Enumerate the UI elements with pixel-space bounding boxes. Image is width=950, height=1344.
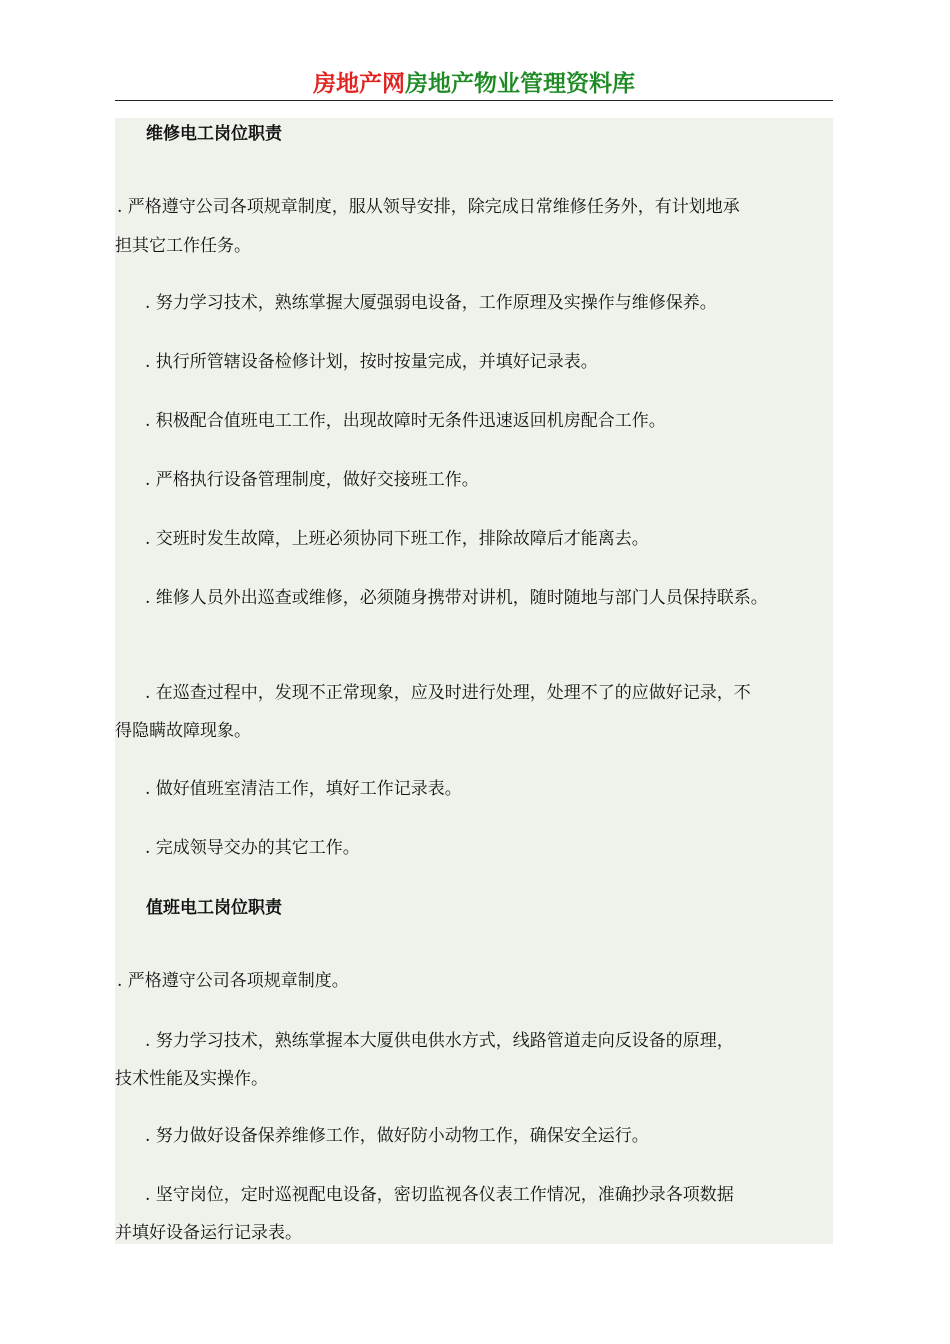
duty-item-line: . 维修人员外出巡查或维修，必须随身携带对讲机，随时随地与部门人员保持联系。 bbox=[145, 588, 768, 608]
document-header bbox=[115, 68, 833, 101]
duty-item-line: . 严格执行设备管理制度，做好交接班工作。 bbox=[145, 470, 479, 490]
duty-item-line: . 坚守岗位，定时巡视配电设备，密切监视各仪表工作情况，准确抄录各项数据 bbox=[145, 1185, 734, 1205]
duty-item-line: . 积极配合值班电工工作，出现故障时无条件迅速返回机房配合工作。 bbox=[145, 411, 666, 431]
duty-item-line: . 完成领导交办的其它工作。 bbox=[145, 838, 360, 858]
duty-item-line: . 严格遵守公司各项规章制度。 bbox=[117, 971, 349, 991]
header-title-site: 房地产网 bbox=[313, 71, 405, 97]
duty-item-line: 技术性能及实操作。 bbox=[115, 1069, 268, 1089]
duty-item-line: . 执行所管辖设备检修计划，按时按量完成，并填好记录表。 bbox=[145, 352, 598, 372]
duty-item-line: . 努力学习技术，熟练掌握大厦强弱电设备，工作原理及实操作与维修保养。 bbox=[145, 293, 717, 313]
section-heading-maintenance-electrician: 维修电工岗位职责 bbox=[146, 124, 282, 144]
duty-item-line: . 努力做好设备保养维修工作，做好防小动物工作，确保安全运行。 bbox=[145, 1126, 649, 1146]
duty-item-line: . 严格遵守公司各项规章制度，服从领导安排，除完成日常维修任务外，有计划地承 bbox=[117, 197, 740, 217]
duty-item-line: . 交班时发生故障，上班必须协同下班工作，排除故障后才能离去。 bbox=[145, 529, 649, 549]
header-title bbox=[115, 70, 833, 98]
duty-item-line: 担其它工作任务。 bbox=[115, 236, 251, 256]
duty-item-line: . 努力学习技术，熟练掌握本大厦供电供水方式，线路管道走向反设备的原理， bbox=[145, 1031, 734, 1051]
duty-item-line: 得隐瞒故障现象。 bbox=[115, 721, 251, 741]
section-heading-duty-electrician: 值班电工岗位职责 bbox=[146, 898, 282, 918]
header-title-library: 房地产物业管理资料库 bbox=[405, 71, 635, 97]
duty-item-line: 并填好设备运行记录表。 bbox=[115, 1223, 302, 1243]
duty-item-line: . 在巡查过程中，发现不正常现象，应及时进行处理，处理不了的应做好记录，不 bbox=[145, 683, 751, 703]
duty-item-line: . 做好值班室清洁工作，填好工作记录表。 bbox=[145, 779, 462, 799]
